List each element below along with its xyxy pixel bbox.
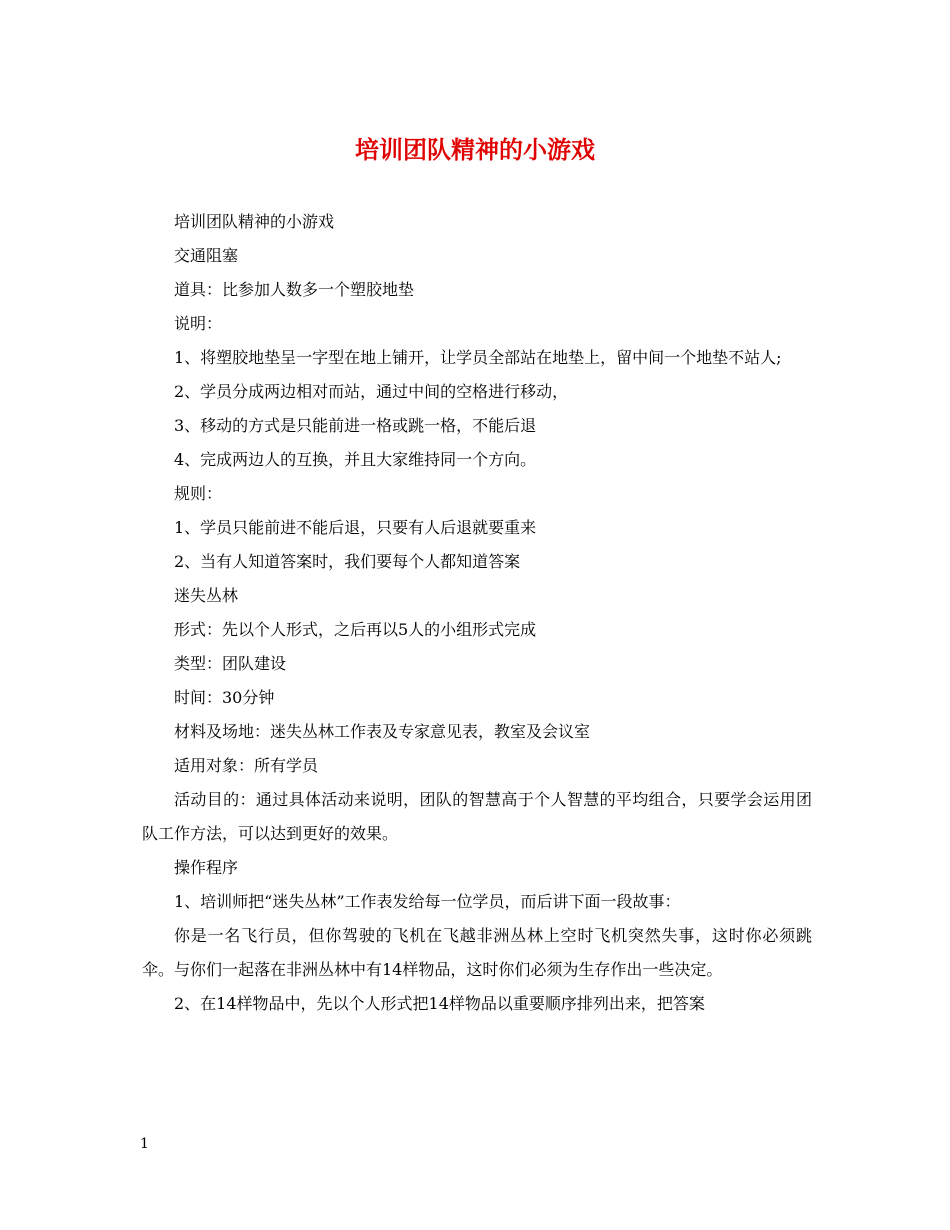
paragraph: 2、在14样物品中，先以个人形式把14样物品以重要顺序排列出来，把答案 <box>174 994 705 1013</box>
paragraph: 4、完成两边人的互换，并且大家维持同一个方向。 <box>174 450 537 469</box>
paragraph: 2、学员分成两边相对而站，通过中间的空格进行移动， <box>174 382 569 401</box>
paragraph: 3、移动的方式是只能前进一格或跳一格，不能后退 <box>174 416 537 435</box>
paragraph: 形式：先以个人形式，之后再以5人的小组形式完成 <box>174 620 537 639</box>
paragraph: 活动目的：通过具体活动来说明，团队的智慧高于个人智慧的平均组合，只要学会运用团队工作方法，可以达到更好的效果。 <box>142 790 812 843</box>
page-number: 1 <box>140 1136 149 1152</box>
document-title: 培训团队精神的小游戏 <box>355 135 595 164</box>
paragraph: 1、将塑胶地垫呈一字型在地上铺开，让学员全部站在地垫上，留中间一个地垫不站人; <box>174 348 782 367</box>
paragraph: 操作程序 <box>174 858 239 877</box>
paragraph: 培训团队精神的小游戏 <box>174 212 335 231</box>
paragraph: 2、当有人知道答案时，我们要每个人都知道答案 <box>174 552 521 571</box>
paragraph: 迷失丛林 <box>174 586 239 605</box>
paragraph: 道具：比参加人数多一个塑胶地垫 <box>174 280 415 299</box>
paragraph: 材料及场地：迷失丛林工作表及专家意见表，教室及会议室 <box>174 722 591 741</box>
paragraph: 时间：30分钟 <box>174 688 275 707</box>
paragraph: 你是一名飞行员，但你驾驶的飞机在飞越非洲丛林上空时飞机突然失事，这时你必须跳伞。与你们一起落在非洲丛林中有14样物品，这时你们必须为生存作出一些决定。 <box>142 926 812 979</box>
paragraph: 交通阻塞 <box>174 246 239 265</box>
paragraph: 1、学员只能前进不能后退，只要有人后退就要重来 <box>174 518 537 537</box>
paragraph: 规则： <box>174 484 223 503</box>
paragraph: 说明： <box>174 314 223 333</box>
paragraph: 适用对象：所有学员 <box>174 756 319 775</box>
paragraph: 类型：团队建设 <box>174 654 287 673</box>
paragraph: 1、培训师把“迷失丛林”工作表发给每一位学员，而后讲下面一段故事： <box>174 892 681 911</box>
document-body <box>142 205 812 1021</box>
